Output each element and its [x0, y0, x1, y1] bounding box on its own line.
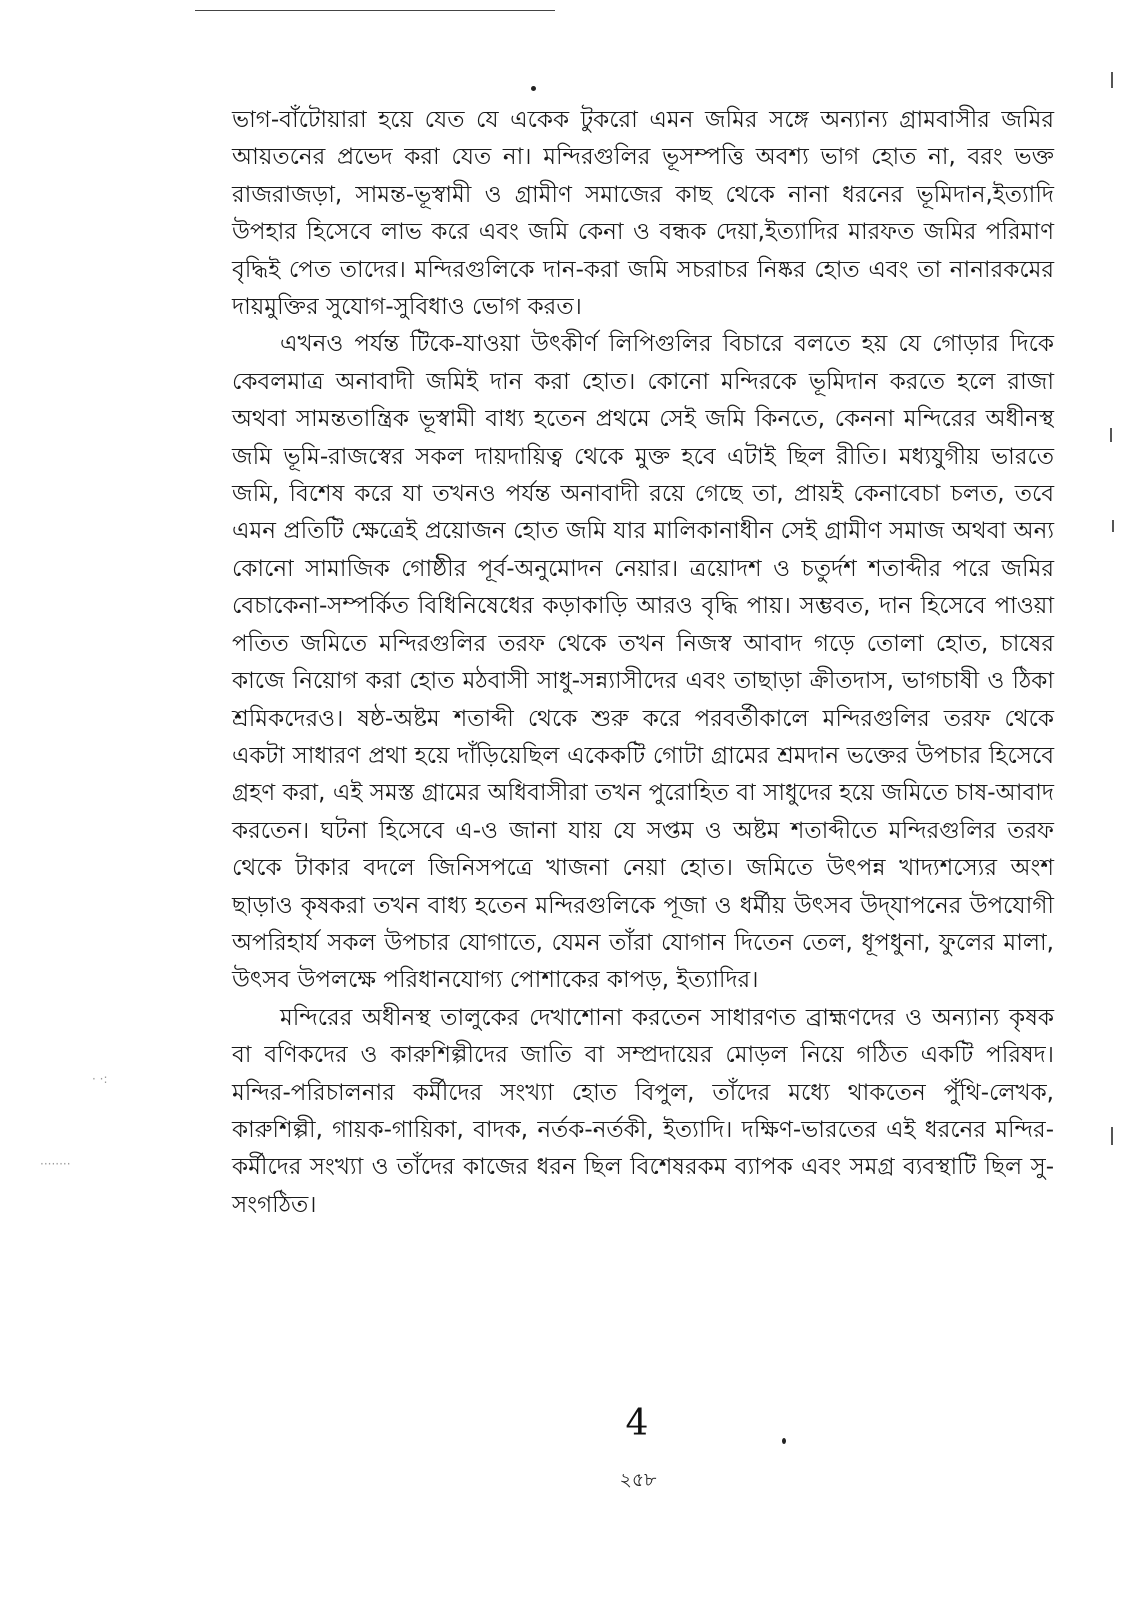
edge-mark — [1112, 520, 1114, 532]
margin-smudge: ········ — [40, 1157, 71, 1171]
margin-smudge: · ·: — [92, 1072, 108, 1086]
edge-mark — [1111, 1127, 1113, 1145]
ink-dot-bottom — [782, 1438, 786, 1444]
edge-mark — [1111, 72, 1113, 88]
paragraph-1: ভাগ-বাঁটোয়ারা হয়ে যেত যে একেক টুকরো এমন জমির সঙ্গে অন্যান্য গ্রামবাসীর জমির আয়তনের প্রভেদ করা যেত না। মন্দিরগুলির ভূসম্পত্তি অবশ্য ভাগ হোত না, বরং ভক্ত রাজরাজড়া, সামন্ত-ভূস্বামী ও গ্রামীণ সমাজের কাছ থেকে নানা ধরনের ভূমিদান,ইত্যাদি উপহার হিসেবে লাভ করে এবং জমি কেনা ও বন্ধক দেয়া,ইত্যাদির মারফত জমির পরিমাণ বৃদ্ধিই পেত তাদের। মন্দিরগুলিকে দান-করা জমি সচরাচর নিষ্কর হোত এবং তা নানারকমের দায়মুক্তির সুযোগ-সুবিধাও ভোগ করত। — [232, 107, 1054, 321]
edge-mark — [1110, 428, 1112, 442]
paragraph-2: এখনও পর্যন্ত টিকে-যাওয়া উৎকীর্ণ লিপিগুলির বিচারে বলতে হয় যে গোড়ার দিকে কেবলমাত্র অনাবাদী জমিই দান করা হোত। কোনো মন্দিরকে ভূমিদান করতে হলে রাজা অথবা সামন্ততান্ত্রিক ভূস্বামী বাধ্য হতেন প্রথমে সেই জমি কিনতে, কেননা মন্দিরের অধীনস্থ জমি ভূমি-রাজস্বের সকল দায়দায়িত্ব থেকে মুক্ত হবে এটাই ছিল রীতি। মধ্যযুগীয় ভারতে জমি, বিশেষ করে যা তখনও পর্যন্ত অনাবাদী রয়ে গেছে তা, প্রায়ই কেনাবেচা চলত, তবে এমন প্রতিটি ক্ষেত্রেই প্রয়োজন হোত জমি যার মালিকানাধীন সেই গ্রামীণ সমাজ অথবা অন্য কোনো সামাজিক গোষ্ঠীর পূর্ব-অনুমোদন নেয়ার। ত্রয়োদশ ও চতুর্দশ শতাব্দীর পরে জমির বেচাকেনা-সম্পর্কিত বিধিনিষেধের কড়াকাড়ি আরও বৃদ্ধি পায়। সম্ভবত, দান হিসেবে পাওয়া পতিত জমিতে মন্দিরগুলির তরফ থেকে তখন নিজস্ব আবাদ গড়ে তোলা হোত, চাষের কাজে নিয়োগ করা হোত মঠবাসী সাধু-সন্ন্যাসীদের এবং তাছাড়া ক্রীতদাস, ভাগচাষী ও ঠিকা শ্রমিকদেরও। ষষ্ঠ-অষ্টম শতাব্দী থেকে শুরু করে পরবর্তীকালে মন্দিরগুলির তরফ থেকে একটা সাধারণ প্রথা হয়ে দাঁড়িয়েছিল একেকটি গোটা গ্রামের শ্রমদান ভক্তের উপচার হিসেবে গ্রহণ করা, এই সমস্ত গ্রামের অধিবাসীরা তখন পুরোহিত বা সাধুদের হয়ে জমিতে চাষ-আবাদ করতেন। ঘটনা হিসেবে এ-ও জানা যায় যে সপ্তম ও অষ্টম শতাব্দীতে মন্দিরগুলির তরফ থেকে টাকার বদলে জিনিসপত্রে খাজনা নেয়া হোত। জমিতে উৎপন্ন খাদ্যশস্যের অংশ ছাড়াও কৃষকরা তখন বাধ্য হতেন মন্দিরগুলিকে পূজা ও ধর্মীয় উৎসব উদ্‌যাপনের উপযোগী অপরিহার্য সকল উপচার যোগাতে, যেমন তাঁরা যোগান দিতেন তেল, ধূপধুনা, ফুলের মালা, উৎসব উপলক্ষে পরিধানযোগ্য পোশাকের কাপড়, ইত্যাদির। — [232, 331, 1054, 994]
top-rule — [195, 10, 555, 11]
page-number: ২৫৮ — [619, 1469, 657, 1491]
paragraph-3: মন্দিরের অধীনস্থ তালুকের দেখাশোনা করতেন সাধারণত ব্রাহ্মণদের ও অন্যান্য কৃষক বা বণিকদের ও কারুশিল্পীদের জাতি বা সম্প্রদায়ের মোড়ল নিয়ে গঠিত একটি পরিষদ। মন্দির-পরিচালনার কর্মীদের সংখ্যা হোত বিপুল, তাঁদের মধ্যে থাকতেন পুঁথি-লেখক, কারুশিল্পী, গায়ক-গায়িকা, বাদক, নর্তক-নর্তকী, ইত্যাদি। দক্ষিণ-ভারতের এই ধরনের মন্দির-কর্মীদের সংখ্যা ও তাঁদের কাজের ধরন ছিল বিশেষরকম ব্যাপক এবং সমগ্র ব্যবস্থাটি ছিল সু-সংগঠিত। — [232, 1004, 1054, 1218]
body-text — [232, 102, 1054, 1224]
ink-dot-top — [531, 86, 536, 91]
handwritten-number: 4 — [625, 1403, 649, 1444]
